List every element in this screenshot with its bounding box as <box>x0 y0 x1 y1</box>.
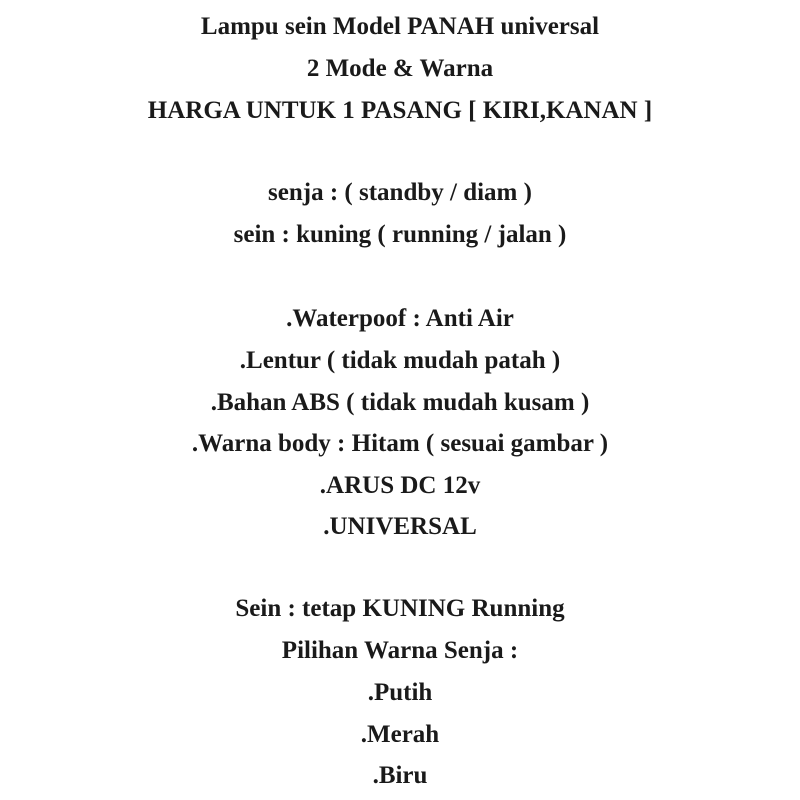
sein-line: sein : kuning ( running / jalan ) <box>233 221 567 248</box>
color-option-biru: .Biru <box>372 762 428 789</box>
mode-line: 2 Mode & Warna <box>306 55 494 82</box>
sein-note-line: Sein : tetap KUNING Running <box>235 595 565 622</box>
feature-warna-body: .Warna body : Hitam ( sesuai gambar ) <box>191 430 609 457</box>
feature-universal: .UNIVERSAL <box>323 513 477 540</box>
feature-waterproof: .Waterpoof : Anti Air <box>286 305 514 332</box>
feature-arus: .ARUS DC 12v <box>319 472 481 499</box>
feature-bahan: .Bahan ABS ( tidak mudah kusam ) <box>210 389 590 416</box>
feature-lentur: .Lentur ( tidak mudah patah ) <box>239 347 561 374</box>
color-options-heading: Pilihan Warna Senja : <box>281 637 519 664</box>
color-option-merah: .Merah <box>360 721 440 748</box>
price-line: HARGA UNTUK 1 PASANG [ KIRI,KANAN ] <box>147 97 653 124</box>
title-line: Lampu sein Model PANAH universal <box>200 13 600 40</box>
senja-line: senja : ( standby / diam ) <box>268 179 532 206</box>
color-option-putih: .Putih <box>367 679 433 706</box>
